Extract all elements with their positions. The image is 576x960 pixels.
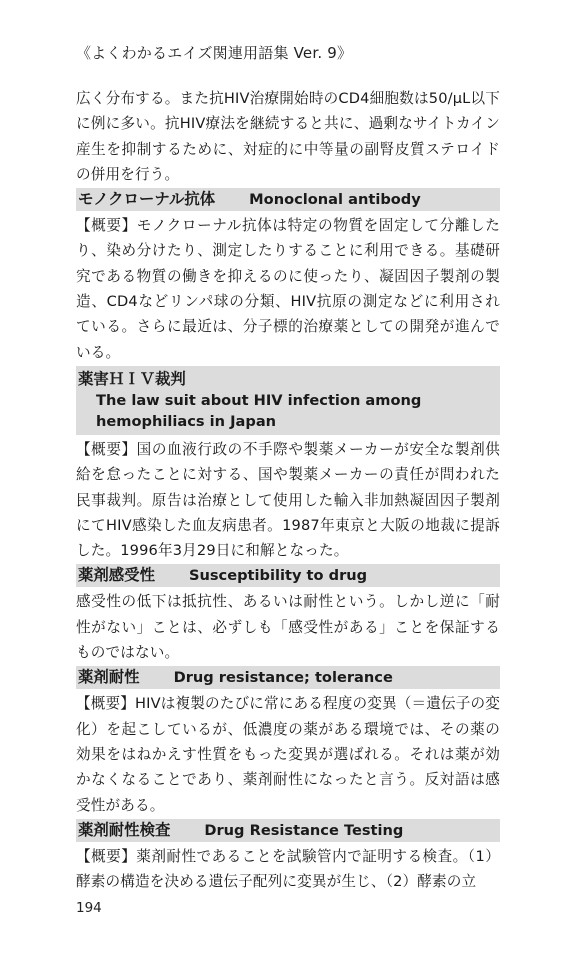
- term-en-line2: hemophiliacs in Japan: [96, 412, 277, 430]
- term-ja: 薬剤耐性: [78, 668, 140, 687]
- definition-resistance-testing: 【概要】薬剤耐性であることを試験管内で証明する検査。（1）酵素の構造を決める遺伝子配列に変異が生じ、（2）酵素の立: [76, 847, 500, 891]
- term-heading-hiv-lawsuit: [76, 366, 500, 435]
- term-ja: 薬害ＨＩＶ裁判: [78, 369, 186, 388]
- term-ja: 薬剤感受性: [78, 566, 155, 585]
- term-ja: モノクローナル抗体: [78, 190, 216, 209]
- term-en-line1: The law suit about HIV infection among: [96, 391, 422, 409]
- term-en: Drug resistance; tolerance: [173, 669, 393, 687]
- definition-drug-resistance: 【概要】HIVは複製のたびに常にある程度の変異（＝遺伝子の変化）を起こしているが、低濃度の薬がある環境では、その薬の効果をはねかえす性質をもった変異が選ばれる。それは薬が効かなくなることであり、薬剤耐性になったと言う。反対語は感受性がある。: [76, 695, 500, 814]
- term-en: Monoclonal antibody: [249, 191, 421, 209]
- definition-monoclonal: 【概要】モノクローナル抗体は特定の物質を固定して分離したり、染め分けたり、測定したりすることに利用できる。基礎研究である物質の働きを抑えるのに使ったり、凝固因子製剤の製造、CD4などリンパ球の分類、HIV抗原の測定などに利用されている。さらに最近は、分子標的治療薬としての開発が進んでいる。: [76, 217, 500, 361]
- definition-hiv-lawsuit: 【概要】国の血液行政の不手際や製薬メーカーが安全な製剤供給を怠ったことに対する、国や製薬メーカーの責任が問われた民事裁判。原告は治療として使用した輸入非加熱凝固因子製剤にてHIV感染した血友病患者。1987年東京と大阪の地裁に提訴した。1996年3月29日に和解となった。: [76, 440, 500, 560]
- continued-paragraph: 広く分布する。また抗HIV治療開始時のCD4細胞数は50/μL以下に例に多い。抗HIV療法を継続すると共に、過剰なサイトカイン産生を抑制するために、対症的に中等量の副腎皮質ステロイドの併用を行う。: [76, 90, 500, 183]
- page-number: 194: [76, 900, 102, 916]
- term-heading-monoclonal: [76, 188, 500, 211]
- term-heading-resistance-testing: [76, 819, 500, 842]
- term-ja: 薬剤耐性検査: [78, 820, 171, 839]
- term-heading-susceptibility: [76, 564, 500, 587]
- definition-susceptibility: 感受性の低下は抵抗性、あるいは耐性という。しかし逆に「耐性がない」ことは、必ずしも「感受性がある」ことを保証するものではない。: [76, 593, 500, 662]
- term-en: Susceptibility to drug: [188, 567, 368, 585]
- page-content: [76, 86, 500, 894]
- term-heading-drug-resistance: [76, 666, 500, 689]
- running-title: 《よくわかるエイズ関連用語集 Ver. 9》: [76, 44, 353, 62]
- term-en: Drug Resistance Testing: [204, 821, 404, 839]
